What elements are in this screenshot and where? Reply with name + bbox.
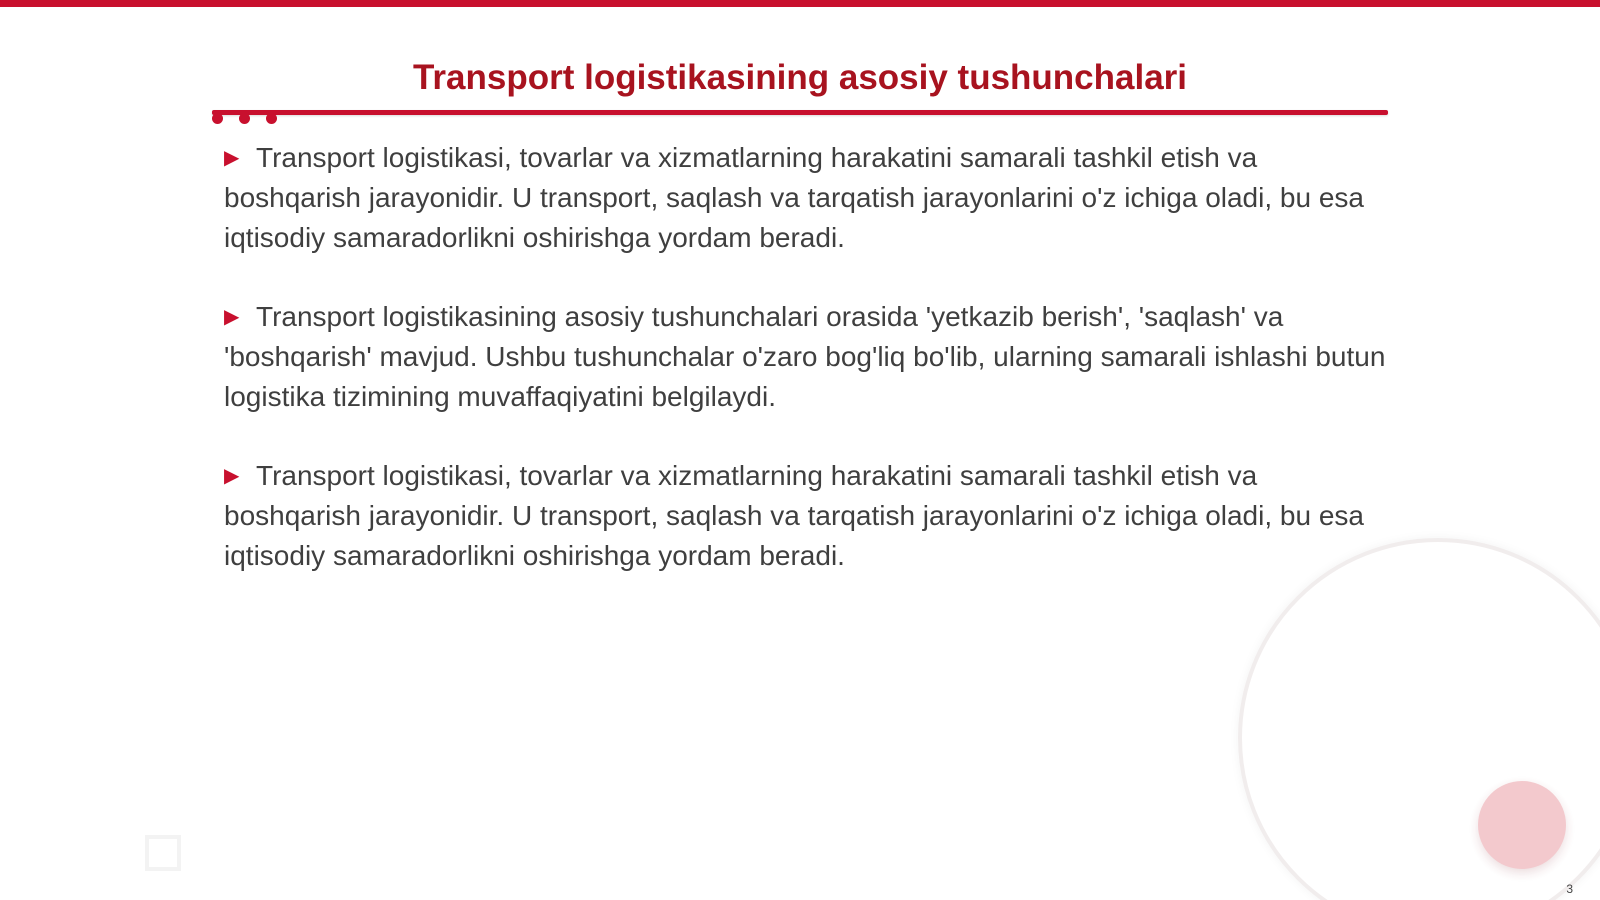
- bullet-text: Transport logistikasi, tovarlar va xizmatlarning harakatini samarali tashkil etish va boshqarish jarayonidir. U transport, saqlash va tarqatish jarayonlarini o'z ichiga oladi, bu esa iqtisodiy samaradorlikni oshirishga yordam beradi.: [224, 142, 1364, 253]
- underline-dot-2: [239, 113, 250, 124]
- triangle-bullet-icon: ▶: [224, 306, 240, 328]
- top-accent-bar: [0, 0, 1600, 7]
- decorative-square: [145, 835, 181, 871]
- bullet-text: Transport logistikasining asosiy tushunchalari orasida 'yetkazib berish', 'saqlash' va 'boshqarish' mavjud. Ushbu tushunchalar o'zaro bog'liq bo'lib, ularning samarali ishlashi butun logistika tizimining muvaffaqiyatini belgilaydi.: [224, 301, 1386, 412]
- bullet-text: Transport logistikasi, tovarlar va xizmatlarning harakatini samarali tashkil etish va boshqarish jarayonidir. U transport, saqlash va tarqatish jarayonlarini o'z ichiga oladi, bu esa iqtisodiy samaradorlikni oshirishga yordam beradi.: [224, 460, 1364, 571]
- decorative-pink-circle: [1478, 781, 1566, 869]
- triangle-bullet-icon: ▶: [224, 147, 240, 169]
- bullet-list: [224, 138, 1394, 615]
- slide-title: Transport logistikasining asosiy tushunchalari: [412, 58, 1188, 97]
- bullet-item-2: [224, 297, 1394, 417]
- bullet-item-1: [224, 138, 1394, 258]
- triangle-bullet-icon: ▶: [224, 465, 240, 487]
- underline-dot-3: [266, 113, 277, 124]
- title-underline: [212, 110, 1388, 115]
- bullet-item-3: [224, 456, 1394, 576]
- slide-number: 3: [1566, 882, 1573, 896]
- underline-dot-1: [212, 113, 223, 124]
